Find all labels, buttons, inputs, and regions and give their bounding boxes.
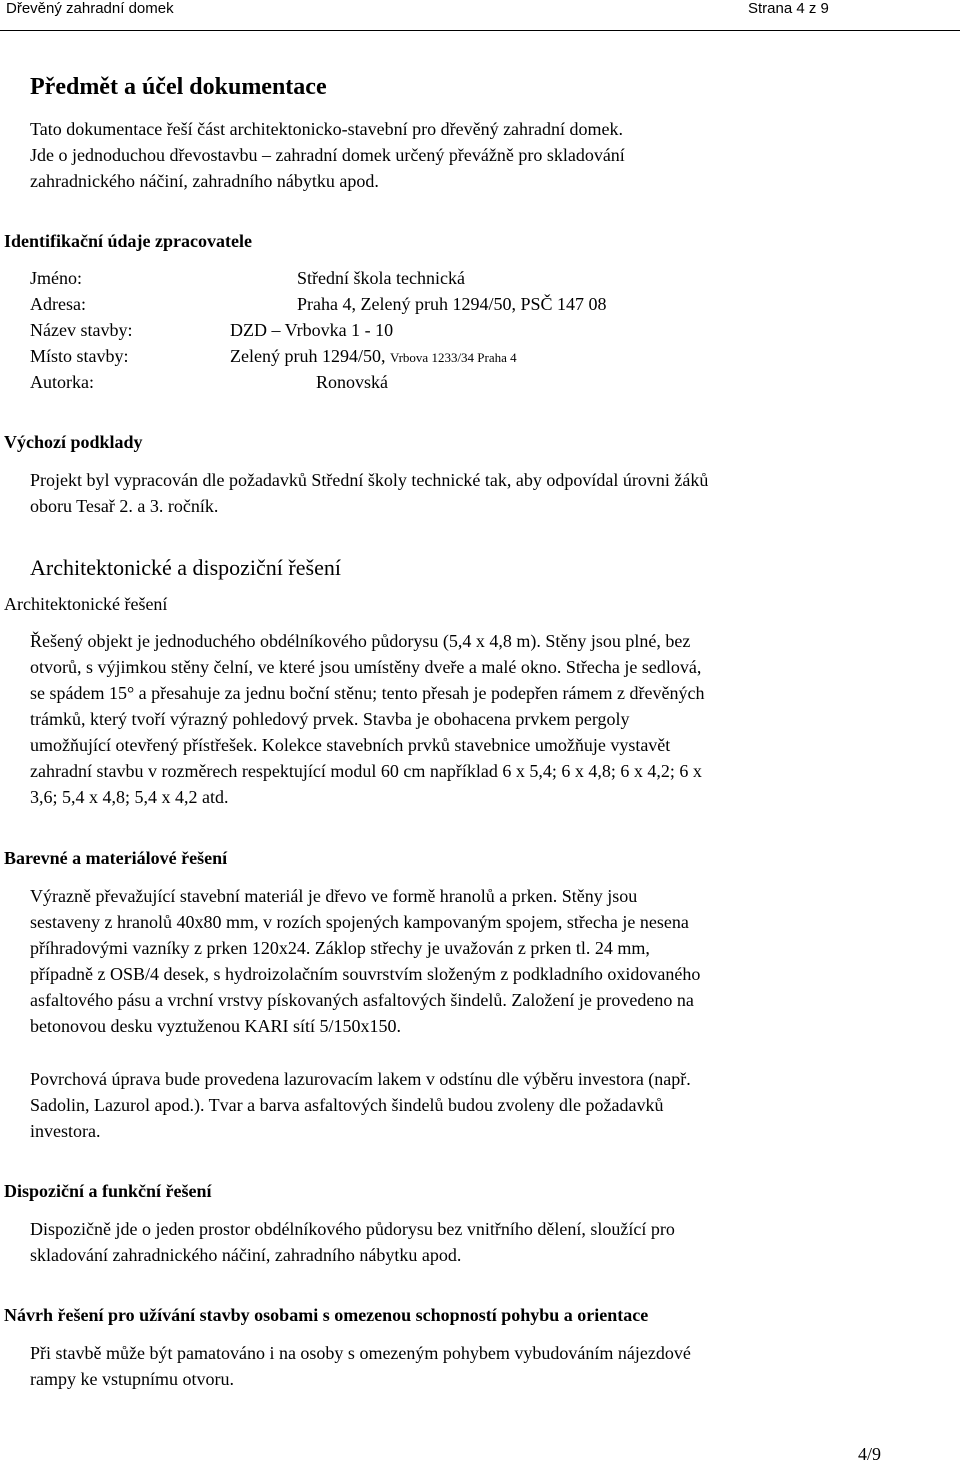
paragraph-line: otvorů, s výjimkou stěny čelní, ve které jsou umístěny dveře a malé okno. Střecha je sedlová, <box>30 657 702 677</box>
paragraph-line: asfaltového pásu a vrchní vrstvy pískovaných asfaltových šindelů. Založení je provedeno na <box>30 990 694 1010</box>
paragraph-line: betonovou desku vyztuženou KARI sítí 5/150x150. <box>30 1016 401 1036</box>
paragraph-line: Povrchová úprava bude provedena lazurovacím lakem v odstínu dle výběru investora (např. <box>30 1069 691 1089</box>
section-title-predmet: Předmět a účel dokumentace <box>30 74 327 100</box>
paragraph-line: případně z OSB/4 desek, s hydroizolačním souvrstvím složeným z podkladního oxidovaného <box>30 964 701 984</box>
section-title-identifikace: Identifikační údaje zpracovatele <box>4 231 252 251</box>
ident-value-autorka: Ronovská <box>316 372 388 392</box>
ident-label-jmeno: Jméno: <box>30 268 82 288</box>
subsection-title-navrh: Návrh řešení pro užívání stavby osobami s omezenou schopností pohybu a orientace <box>4 1305 649 1325</box>
paragraph-line: Jde o jednoduchou dřevostavbu – zahradní domek určený převážně pro skladování <box>30 145 625 165</box>
paragraph-line: umožňující otevřený přístřešek. Kolekce stavebních prvků stavebnice umožňuje vystavět <box>30 735 671 755</box>
header-document-title: Dřevěný zahradní domek <box>6 0 174 17</box>
ident-value-misto-small: Vrbova 1233/34 Praha 4 <box>389 350 517 365</box>
page-header <box>0 0 960 30</box>
paragraph-line: rampy ke vstupnímu otvoru. <box>30 1369 234 1389</box>
paragraph-line: zahradnického náčiní, zahradního nábytku apod. <box>30 171 379 191</box>
ident-value-nazev: DZD – Vrbovka 1 - 10 <box>230 320 394 340</box>
header-rule <box>0 30 960 31</box>
subsection-title-barevne: Barevné a materiálové řešení <box>4 848 228 868</box>
ident-value-misto-main: Zelený pruh 1294/50, <box>230 346 386 366</box>
paragraph-line: Tato dokumentace řeší část architektonicko-stavební pro dřevěný zahradní domek. <box>30 119 624 139</box>
paragraph-line: sestaveny z hranolů 40x80 mm, v rozích spojených kampovaným spojem, střecha je nesena <box>30 912 689 932</box>
paragraph-line: Při stavbě může být pamatováno i na osoby s omezeným pohybem vybudováním nájezdové <box>30 1343 691 1363</box>
ident-value-jmeno: Střední škola technická <box>297 268 465 288</box>
paragraph-line: investora. <box>30 1121 101 1141</box>
paragraph-line: skladování zahradnického náčiní, zahradního nábytku apod. <box>30 1245 462 1265</box>
paragraph-line: příhradovými vazníky z prken 120x24. Záklop střechy je uvažován z prken tl. 24 mm, <box>30 938 650 958</box>
ident-label-nazev: Název stavby: <box>30 320 133 340</box>
paragraph-line: 3,6; 5,4 x 4,8; 5,4 x 4,2 atd. <box>30 787 229 807</box>
ident-value-adresa: Praha 4, Zelený pruh 1294/50, PSČ 147 08 <box>297 294 607 314</box>
ident-label-misto: Místo stavby: <box>30 346 129 366</box>
subsection-title-dispozicni: Dispoziční a funkční řešení <box>4 1181 212 1201</box>
page-number: 4/9 <box>858 1444 882 1464</box>
section-title-architektonicke-dispozicni: Architektonické a dispoziční řešení <box>30 555 341 580</box>
ident-label-autorka: Autorka: <box>30 372 94 392</box>
header-page-indicator: Strana 4 z 9 <box>748 0 829 17</box>
ident-value-misto <box>230 343 517 371</box>
paragraph-line: zahradní stavbu v rozměrech respektující modul 60 cm například 6 x 5,4; 6 x 4,8; 6 x 4,2; 6 x <box>30 761 702 781</box>
ident-label-adresa: Adresa: <box>30 294 86 314</box>
paragraph-line: Výrazně převažující stavební materiál je dřevo ve formě hranolů a prken. Stěny jsou <box>30 886 638 906</box>
section-title-podklady: Výchozí podklady <box>4 432 143 452</box>
paragraph-line: se spádem 15° a přesahuje za jednu boční stěnu; tento přesah je podepřen rámem z dřevěných <box>30 683 705 703</box>
paragraph-line: trámků, který tvoří výrazný pohledový prvek. Stavba je obohacena prvkem pergoly <box>30 709 630 729</box>
paragraph-line: Řešený objekt je jednoduchého obdélníkového půdorysu (5,4 x 4,8 m). Stěny jsou plné, bez <box>30 631 691 651</box>
paragraph-line: Sadolin, Lazurol apod.). Tvar a barva asfaltových šindelů budou zvoleny dle požadavků <box>30 1095 664 1115</box>
paragraph-line: Projekt byl vypracován dle požadavků Střední školy technické tak, aby odpovídal úrovni žáků <box>30 470 709 490</box>
subsection-title-architektonicke: Architektonické řešení <box>4 594 168 614</box>
paragraph-line: oboru Tesař 2. a 3. ročník. <box>30 496 219 516</box>
paragraph-line: Dispozičně jde o jeden prostor obdélníkového půdorysu bez vnitřního dělení, sloužící pro <box>30 1219 675 1239</box>
